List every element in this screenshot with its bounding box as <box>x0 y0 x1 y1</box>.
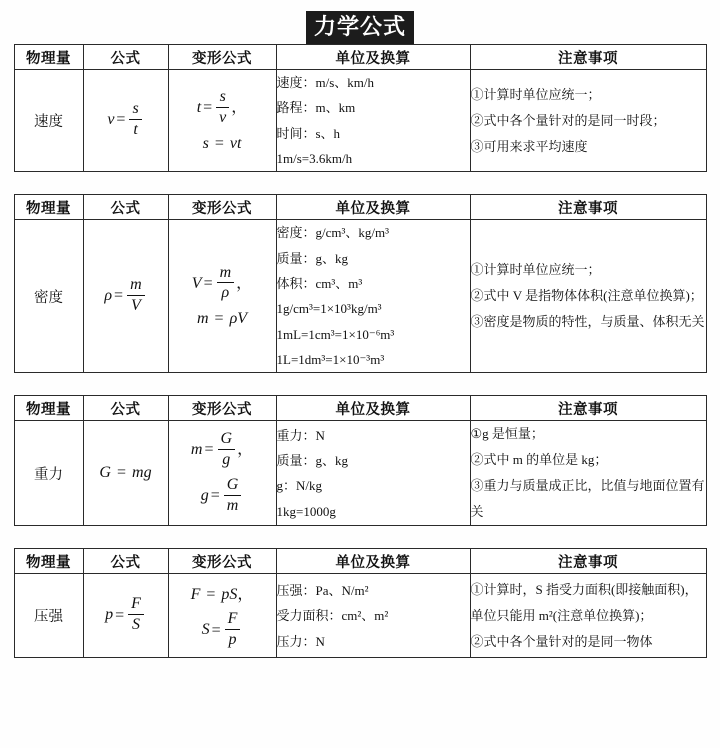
table-header-row <box>14 549 706 574</box>
derived-formula-0: F = pS， <box>190 586 254 604</box>
derived-formula-cell <box>168 220 276 373</box>
unit-line: 质量：g、kg <box>276 453 349 469</box>
column-header-1: 公式 <box>83 396 168 421</box>
unit-line: 1m/s=3.6km/h <box>276 151 353 167</box>
column-header-2: 变形公式 <box>168 396 276 421</box>
column-header-0: 物理量 <box>14 45 83 70</box>
note-line: ②式中各个量针对的是同一物体 <box>470 633 653 649</box>
note-line: ②式中各个量针对的是同一时段； <box>470 112 666 128</box>
note-line: ③密度是物质的特性，与质量、体积无关 <box>470 314 705 330</box>
column-header-1: 公式 <box>83 549 168 574</box>
column-header-2: 变形公式 <box>168 195 276 220</box>
note-line: ③重力与质量成正比，比值与地面位置有关 <box>470 478 705 520</box>
note-line: ②式中 m 的单位是 kg； <box>470 452 608 468</box>
column-header-1: 公式 <box>83 45 168 70</box>
derived-formula-cell <box>168 70 276 172</box>
table-row <box>14 70 706 172</box>
unit-line: 体积：cm³、m³ <box>276 276 363 292</box>
notes-cell <box>470 220 706 373</box>
table-row <box>14 421 706 526</box>
column-header-4: 注意事项 <box>470 396 706 421</box>
derived-formula-cell <box>168 574 276 658</box>
unit-line: 1g/cm³=1×10³kg/m³ <box>276 301 382 317</box>
column-header-1: 公式 <box>83 195 168 220</box>
note-line: ①计算时单位应统一； <box>470 262 601 278</box>
column-header-0: 物理量 <box>14 549 83 574</box>
note-line: ③可用来求平均速度 <box>470 138 588 154</box>
unit-line: 质量：g、kg <box>276 250 349 266</box>
note-line: ②式中 V 是指物体体积(注意单位换算)； <box>470 288 703 304</box>
table-header-row <box>14 45 706 70</box>
derived-formula-1: s = vt <box>202 134 242 152</box>
notes-cell <box>470 421 706 526</box>
table-header-row <box>14 195 706 220</box>
formula-table-gravity <box>14 395 707 526</box>
units-cell <box>276 220 470 373</box>
derived-formula-1: g = $\frac{G}{m}$ <box>169 477 276 516</box>
formula-table-pressure <box>14 548 707 658</box>
units-cell <box>276 574 470 658</box>
column-header-4: 注意事项 <box>470 195 706 220</box>
unit-line: 密度：g/cm³、kg/m³ <box>276 225 390 241</box>
unit-line: 重力：N <box>276 427 325 443</box>
unit-line: 压力：N <box>276 633 325 649</box>
formula-cell: v = $\frac{s}{t}$ <box>83 70 168 172</box>
unit-line: 受力面积：cm²、m² <box>276 608 389 624</box>
formula-cell: ρ = $\frac{m}{V}$ <box>83 220 168 373</box>
unit-line: g：N/kg <box>276 478 323 494</box>
derived-formula-cell <box>168 421 276 526</box>
unit-line: 路程：m、km <box>276 100 356 116</box>
quantity-cell: 速度 <box>14 70 83 172</box>
derived-formula-0: t = $\frac{s}{v}$ ， <box>196 87 248 126</box>
formula-table-velocity <box>14 44 707 172</box>
units-cell <box>276 421 470 526</box>
table-row <box>14 574 706 658</box>
formula-table-density <box>14 194 707 373</box>
column-header-4: 注意事项 <box>470 45 706 70</box>
column-header-2: 变形公式 <box>168 549 276 574</box>
column-header-3: 单位及换算 <box>276 195 470 220</box>
notes-cell <box>470 70 706 172</box>
page-title: 力学公式 <box>306 11 414 44</box>
table-header-row <box>14 396 706 421</box>
derived-formula-0: V = $\frac{m}{\rho}$ ， <box>191 263 253 302</box>
unit-line: 1mL=1cm³=1×10⁻⁶m³ <box>276 326 395 342</box>
column-header-0: 物理量 <box>14 396 83 421</box>
column-header-0: 物理量 <box>14 195 83 220</box>
formula-cell: p = $\frac{F}{S}$ <box>83 574 168 658</box>
quantity-cell: 密度 <box>14 220 83 373</box>
note-line: ①g 是恒量； <box>470 426 544 442</box>
column-header-3: 单位及换算 <box>276 45 470 70</box>
unit-line: 1kg=1000g <box>276 503 336 519</box>
table-row <box>14 220 706 373</box>
unit-line: 时间：s、h <box>276 125 341 141</box>
column-header-3: 单位及换算 <box>276 549 470 574</box>
unit-line: 压强：Pa、N/m² <box>276 582 369 598</box>
formula-cell: G = mg <box>83 421 168 526</box>
column-header-4: 注意事项 <box>470 549 706 574</box>
column-header-2: 变形公式 <box>168 45 276 70</box>
quantity-cell: 重力 <box>14 421 83 526</box>
quantity-cell: 压强 <box>14 574 83 658</box>
derived-formula-1: m = ρV <box>196 310 248 328</box>
notes-cell <box>470 574 706 658</box>
note-line: ①计算时单位应统一； <box>470 86 601 102</box>
unit-line: 速度：m/s、km/h <box>276 75 375 90</box>
note-line: ①计算时，S 指受力面积(即接触面积)，单位只能用 m²(注意单位换算)； <box>470 581 698 623</box>
derived-formula-1: S = $\frac{F}{p}$ <box>169 611 276 650</box>
title-bar <box>0 0 720 44</box>
column-header-3: 单位及换算 <box>276 396 470 421</box>
units-cell <box>276 70 470 172</box>
tables-container <box>0 44 720 658</box>
derived-formula-0: m = $\frac{G}{g}$ ， <box>190 430 254 469</box>
unit-line: 1L=1dm³=1×10⁻³m³ <box>276 352 385 368</box>
